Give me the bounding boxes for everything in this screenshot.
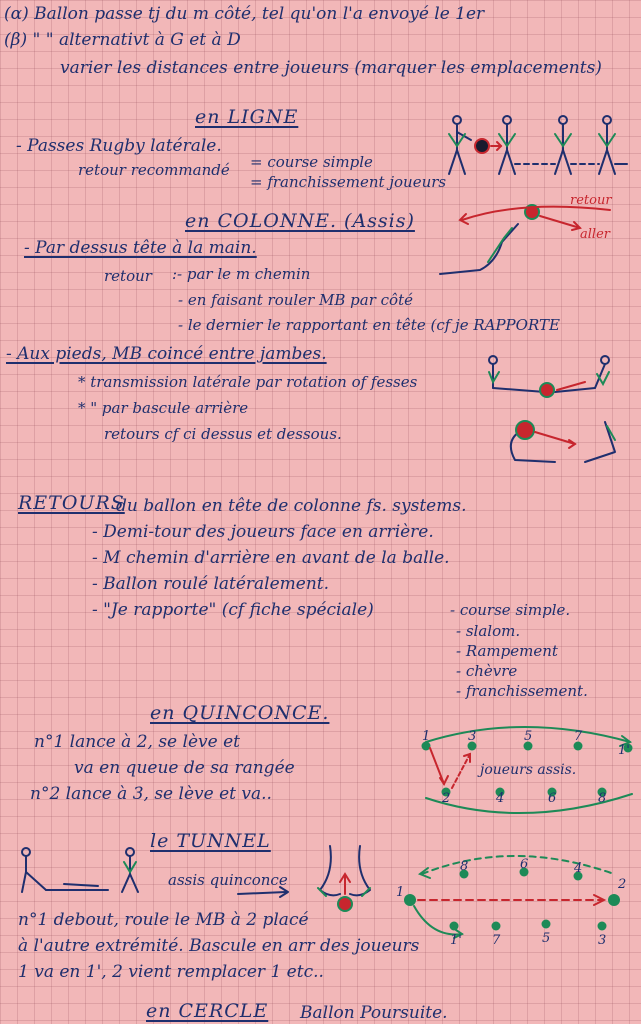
retours-item-3: - Ballon roulé latéralement. xyxy=(92,574,330,594)
quinconce-line-3: n°2 lance à 3, se lève et va.. xyxy=(30,784,272,804)
colonne-option-3: - le dernier le rapportant en tête (cf je RAPPORTE xyxy=(178,316,560,334)
retours-item-2: - M chemin d'arrière en avant de la balle. xyxy=(92,548,450,568)
footer-poursuite: Ballon Poursuite. xyxy=(300,1003,448,1023)
footer-cercle-text: en CERCLE xyxy=(146,1000,269,1022)
ligne-heading: en LIGNE xyxy=(195,106,299,128)
ligne-option-1: = course simple xyxy=(250,153,373,171)
ligne-diagram xyxy=(445,112,630,187)
colonne-diagram-1 xyxy=(440,192,620,277)
tunnel-player-dot xyxy=(542,920,551,929)
tunnel-player-dot xyxy=(598,922,607,931)
q-top-7: 7 xyxy=(574,729,583,744)
intro-line-2: (β) " " alternativt à G et à D xyxy=(4,30,241,50)
retours-item-1: - Demi-tour des joueurs face en arrière. xyxy=(92,522,434,542)
quinconce-heading: en QUINCONCE. xyxy=(150,702,330,724)
q-top-3: 3 xyxy=(468,729,477,744)
colonne-item-2: - Aux pieds, MB coincé entre jambes. xyxy=(6,344,327,364)
colonne-heading: en COLONNE. (Assis) xyxy=(185,210,415,232)
colonne-diagram-2 xyxy=(485,352,635,472)
ligne-retour: retour recommandé xyxy=(78,161,230,179)
retours-heading-title: RETOURS xyxy=(18,492,125,514)
retours-item-4: - "Je rapporte" (cf fiche spéciale) xyxy=(92,600,374,620)
colonne-sub-2: * " par bascule arrière xyxy=(78,399,249,417)
quinconce-line-2: va en queue de sa rangée xyxy=(74,758,295,778)
tunnel-line-2: à l'autre extrémité. Bascule en arr des joueurs xyxy=(18,936,420,956)
quinconce-label: joueurs assis. xyxy=(480,762,577,778)
quinconce-line-1: n°1 lance à 2, se lève et xyxy=(34,732,240,752)
retours-option-2: - slalom. xyxy=(456,622,521,640)
retours-option-1: - course simple. xyxy=(450,601,571,619)
t-top-8: 8 xyxy=(460,859,469,874)
retours-option-4: - chèvre xyxy=(456,662,518,680)
colonne-retour: retour xyxy=(104,267,152,285)
t-bottom-7: 7 xyxy=(492,933,501,948)
retours-heading-rest: du ballon en tête de colonne fs. systems. xyxy=(116,496,467,516)
colonne-item-1: - Par dessus tête à la main. xyxy=(24,238,257,258)
footer-cercle xyxy=(146,1000,268,1022)
q-top-1: 1 xyxy=(422,729,431,744)
tunnel-caption: assis quinconce xyxy=(168,871,288,889)
tunnel-side-figures xyxy=(300,842,390,922)
ligne-item-1: - Passes Rugby latérale. xyxy=(16,136,222,156)
tunnel-line-1: n°1 debout, roule le MB à 2 placé xyxy=(18,910,309,930)
q-bottom-8: 8 xyxy=(598,791,607,806)
tunnel-figures xyxy=(18,846,158,896)
tunnel-arrow xyxy=(236,882,296,902)
colonne-option-2: - en faisant rouler MB par côté xyxy=(178,291,413,309)
tunnel-player-dot xyxy=(450,922,459,931)
q-top-1prime: 1' xyxy=(618,743,630,758)
quinconce-diagram xyxy=(412,718,637,818)
intro-line-3: varier les distances entre joueurs (marquer les emplacements) xyxy=(60,58,602,78)
colonne-option-1: :- par le m chemin xyxy=(172,265,311,283)
retours-option-3: - Rampement xyxy=(456,642,558,660)
tunnel-line-3: 1 va en 1', 2 vient remplacer 1 etc.. xyxy=(18,962,324,982)
q-bottom-6: 6 xyxy=(548,791,557,806)
label-retour: retour xyxy=(570,193,612,208)
q-bottom-4: 4 xyxy=(496,791,505,806)
retours-heading xyxy=(18,492,125,514)
tunnel-end-2: 2 xyxy=(618,877,627,892)
t-bottom-1prime: 1' xyxy=(450,933,462,948)
tunnel-end-1: 1 xyxy=(396,885,405,900)
t-bottom-5: 5 xyxy=(542,931,551,946)
retours-option-5: - franchissement. xyxy=(456,682,588,700)
label-aller: aller xyxy=(580,227,610,242)
t-top-6: 6 xyxy=(520,857,529,872)
intro-line-1: (α) Ballon passe tj du m côté, tel qu'on l'a envoyé le 1er xyxy=(4,4,485,24)
tunnel-diagram xyxy=(392,846,627,948)
q-bottom-2: 2 xyxy=(442,791,451,806)
tunnel-heading: le TUNNEL xyxy=(150,830,271,852)
colonne-sub-3: retours cf ci dessus et dessous. xyxy=(104,425,342,443)
ligne-option-2: = franchissement joueurs xyxy=(250,173,447,191)
tunnel-player-dot xyxy=(492,922,501,931)
t-top-4: 4 xyxy=(574,861,583,876)
q-top-5: 5 xyxy=(524,729,533,744)
t-bottom-3: 3 xyxy=(598,933,607,948)
colonne-sub-1: * transmission latérale par rotation of fesses xyxy=(78,373,418,391)
